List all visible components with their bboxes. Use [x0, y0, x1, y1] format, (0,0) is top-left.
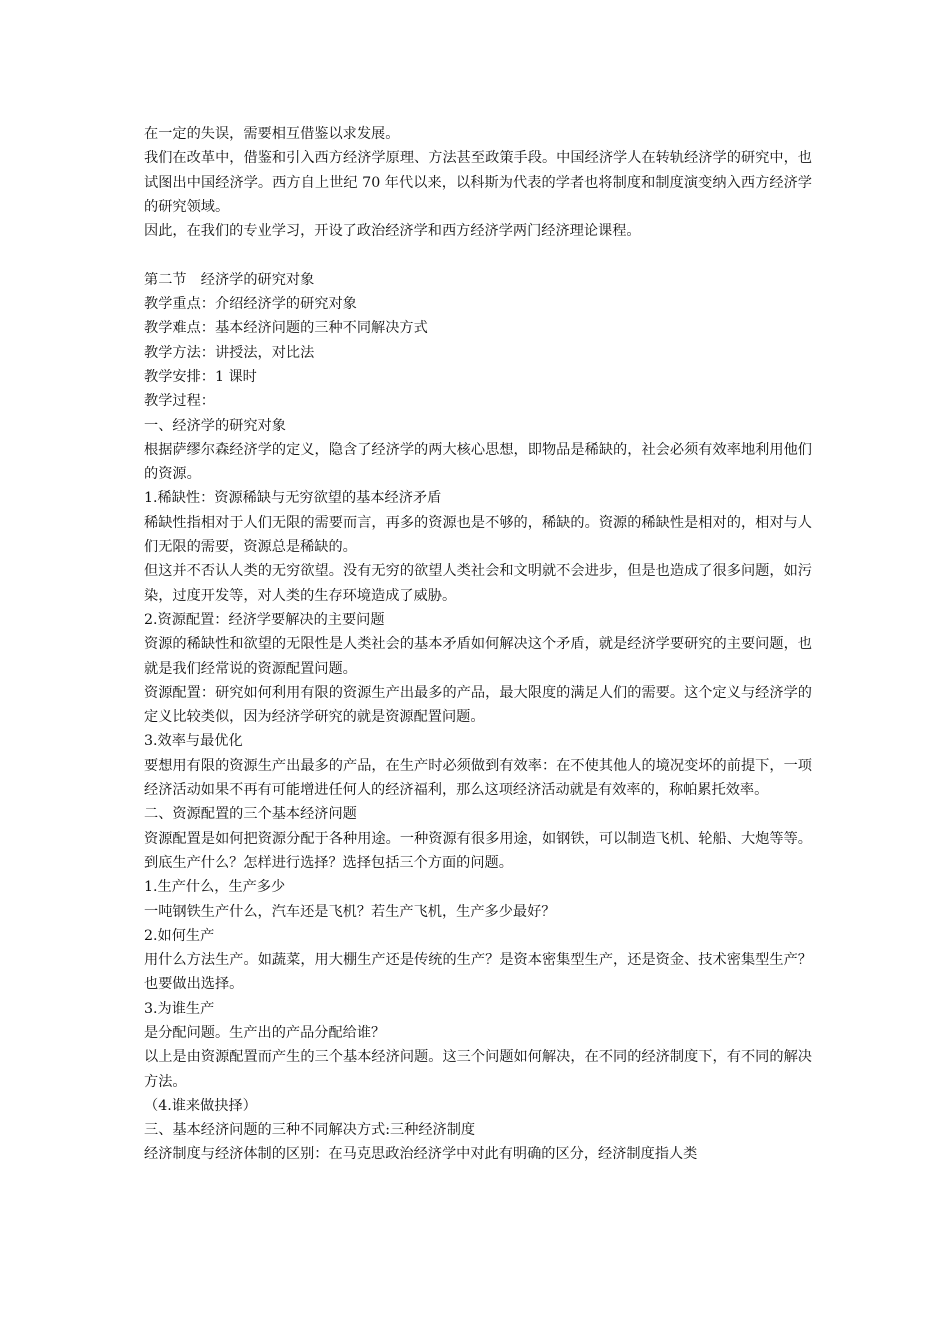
numbered-heading: 3.为谁生产 [144, 1000, 215, 1017]
paragraph: 稀缺性指相对于人们无限的需要而言，再多的资源也是不够的，稀缺的。资源的稀缺性是相对的，相对与人们无限的需要，资源总是稀缺的。 [144, 514, 812, 556]
blank-line [144, 243, 812, 267]
paragraph: （4.谁来做抉择） [144, 1097, 257, 1114]
subsection-heading: 二、资源配置的三个基本经济问题 [144, 806, 357, 823]
numbered-heading: 2.如何生产 [144, 927, 215, 944]
numbered-heading: 2.资源配置：经济学要解决的主要问题 [144, 611, 385, 628]
paragraph: 因此，在我们的专业学习，开设了政治经济学和西方经济学两门经济理论课程。 [144, 223, 641, 240]
paragraph: 我们在改革中，借鉴和引入西方经济学原理、方法甚至政策手段。中国经济学人在转轨经济学的研究中，也试图出中国经济学。西方自上世纪 70 年代以来，以科斯为代表的学者也将制度和制度演变纳入西方经济学的研究领域。 [144, 150, 812, 215]
paragraph: 是分配问题。生产出的产品分配给谁？ [144, 1024, 386, 1041]
document-page [144, 122, 812, 1167]
paragraph: 要想用有限的资源生产出最多的产品，在生产时必须做到有效率：在不使其他人的境况变坏的前提下，一项经济活动如果不再有可能增进任何人的经济福利，那么这项经济活动就是有效率的，称帕累托效率。 [144, 757, 812, 799]
numbered-heading: 1.稀缺性：资源稀缺与无穷欲望的基本经济矛盾 [144, 490, 442, 507]
paragraph: 教学重点：介绍经济学的研究对象 [144, 296, 357, 313]
numbered-heading: 1.生产什么，生产多少 [144, 879, 286, 896]
paragraph: 一吨钢铁生产什么，汽车还是飞机？若生产飞机，生产多少最好？ [144, 903, 556, 920]
subsection-heading: 一、经济学的研究对象 [144, 417, 286, 434]
paragraph: 以上是由资源配置而产生的三个基本经济问题。这三个问题如何解决，在不同的经济制度下，有不同的解决方法。 [144, 1049, 812, 1090]
paragraph: 资源配置：研究如何利用有限的资源生产出最多的产品，最大限度的满足人们的需要。这个定义与经济学的定义比较类似，因为经济学研究的就是资源配置问题。 [144, 684, 812, 726]
paragraph: 在一定的失误，需要相互借鉴以求发展。 [144, 126, 400, 142]
paragraph: 教学方法：讲授法，对比法 [144, 344, 315, 361]
numbered-heading: 3.效率与最优化 [144, 733, 243, 750]
paragraph: 教学安排：1 课时 [144, 368, 257, 385]
section-heading: 第二节 经济学的研究对象 [144, 271, 315, 288]
paragraph: 教学过程： [144, 393, 215, 410]
paragraph: 资源配置是如何把资源分配于各种用途。一种资源有很多用途，如钢铁，可以制造飞机、轮船、大炮等等。到底生产什么？怎样进行选择？选择包括三个方面的问题。 [144, 830, 812, 871]
paragraph: 教学难点：基本经济问题的三种不同解决方式 [144, 320, 428, 337]
paragraph: 经济制度与经济体制的区别：在马克思政治经济学中对此有明确的区分，经济制度指人类 [144, 1146, 698, 1163]
paragraph: 根据萨缪尔森经济学的定义，隐含了经济学的两大核心思想，即物品是稀缺的，社会必须有效率地利用他们的资源。 [144, 441, 812, 483]
subsection-heading: 三、基本经济问题的三种不同解决方式:三种经济制度 [144, 1122, 476, 1139]
paragraph: 但这并不否认人类的无穷欲望。没有无穷的欲望人类社会和文明就不会进步，但是也造成了很多问题，如污染，过度开发等，对人类的生存环境造成了威胁。 [144, 563, 812, 604]
paragraph: 资源的稀缺性和欲望的无限性是人类社会的基本矛盾如何解决这个矛盾，就是经济学要研究的主要问题，也就是我们经常说的资源配置问题。 [144, 636, 812, 677]
paragraph: 用什么方法生产。如蔬菜，用大棚生产还是传统的生产？是资本密集型生产，还是资金、技术密集型生产？也要做出选择。 [144, 952, 812, 993]
